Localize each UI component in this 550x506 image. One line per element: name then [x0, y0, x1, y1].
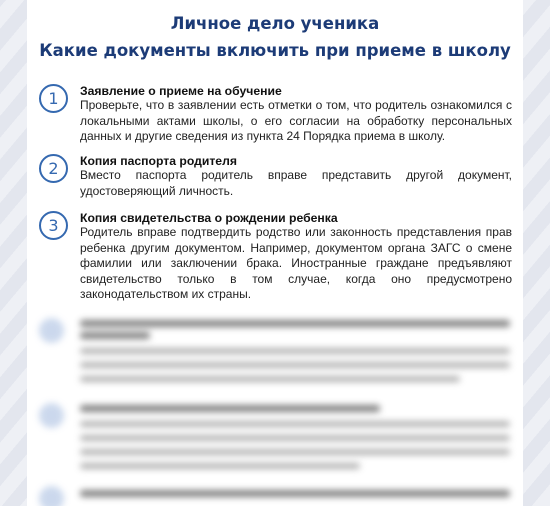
list-item-1: [39, 84, 519, 144]
item-text: Проверьте, что в заявлении есть отметки о том, что родитель ознакомился с локальными актами школы, о его согласии на обработку персональных данных и другие сведения из пункта 24 Порядка приема в школу.: [80, 98, 512, 144]
blurred-item-6: [39, 486, 509, 506]
number-badge: 3: [39, 211, 68, 240]
blurred-item-4: [39, 318, 509, 388]
document-subtitle: Какие документы включить при приеме в школу: [39, 41, 511, 60]
number-badge: 1: [39, 84, 68, 113]
blurred-line: [80, 362, 510, 368]
number-badge: [39, 318, 64, 343]
list-item-3: [39, 211, 519, 301]
number-badge: 2: [39, 154, 68, 183]
number-badge: [39, 486, 64, 506]
document-card: [27, 0, 523, 506]
blurred-line: [80, 348, 510, 354]
blurred-heading: [80, 490, 510, 497]
blurred-heading: [80, 320, 510, 327]
blurred-heading: [80, 405, 380, 412]
document-title: Личное дело ученика: [170, 14, 380, 33]
blurred-line: [80, 449, 510, 455]
item-text: Родитель вправе подтвердить родство или законность представления прав ребенка другим документом. Например, документом органа ЗАГС о смене фамилии или заключении брака. Иностранные граждане предъявляют свидетельство только в том случае, когда оно предусмотрено законодательством их страны.: [80, 225, 512, 302]
list-item-2: [39, 154, 519, 198]
blurred-line: [80, 421, 510, 427]
item-text: Вместо паспорта родитель вправе представить другой документ, удостоверяющий личность.: [80, 168, 512, 198]
item-heading: Копия свидетельства о рождении ребенка: [80, 211, 338, 225]
item-heading: Заявление о приеме на обучение: [80, 84, 282, 98]
number-badge: [39, 403, 64, 428]
blurred-item-5: [39, 403, 509, 473]
item-heading: Копия паспорта родителя: [80, 154, 237, 168]
blurred-line: [80, 376, 460, 382]
blurred-line: [80, 463, 360, 469]
blurred-heading: [80, 332, 150, 339]
blurred-line: [80, 435, 510, 441]
